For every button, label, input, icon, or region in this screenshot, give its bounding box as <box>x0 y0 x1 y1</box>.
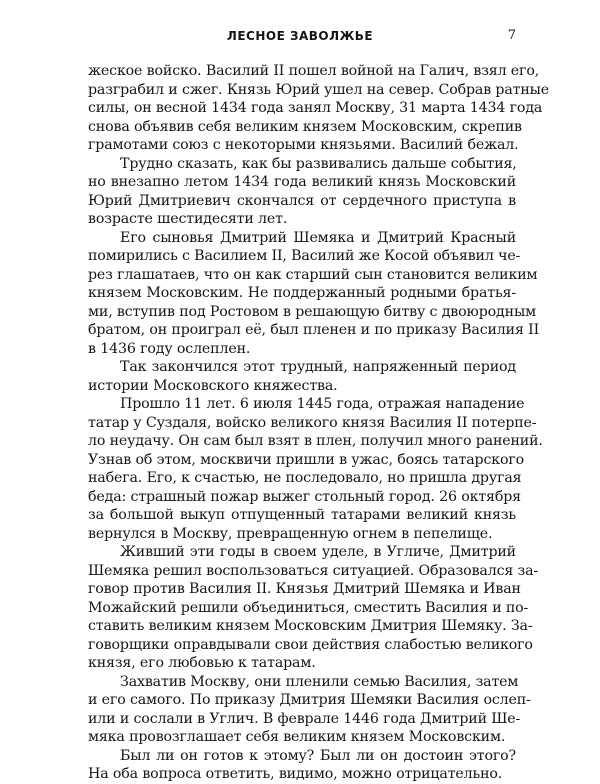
text-line: или и сослали в Углич. В феврале 1446 года Дмитрий Ше- <box>88 710 521 727</box>
text-line: говорщики оправдывали свои действия слабостью великого <box>88 636 533 653</box>
text-line: и его самого. По приказу Дмитрия Шемяки Василия ослеп- <box>88 692 531 708</box>
text-line: беда: страшный пожар выжег стольный город. 26 октября <box>88 488 521 505</box>
text-line: татар у Суздаля, войско великого князя Василия II потерпе- <box>88 414 537 431</box>
text-line: помирились с Василием II, Василий же Косой объявил че- <box>88 248 521 264</box>
text-line: грамотами союз с некоторыми князьями. Василий бежал. <box>88 137 519 153</box>
text-line: говор против Василия II. Князья Дмитрий Шемяка и Иван <box>88 581 521 597</box>
paragraph <box>88 62 550 155</box>
text-line: Живший эти годы в своем уделе, в Угличе, Дмитрий <box>120 544 516 560</box>
running-title: ЛЕСНОЕ ЗАВОЛЖЬЕ <box>226 29 374 43</box>
text-line: вернулся в Москву, превращенную огнем в пепелище. <box>88 525 493 542</box>
paragraph <box>88 155 516 229</box>
text-line: мяка провозглашает себя великим князем Московским. <box>88 729 506 745</box>
text-line: ло неудачу. Он сам был взят в плен, получил много ранений. <box>88 433 543 449</box>
text-line: жеское войско. Василий II пошел войной на Галич, взял его, <box>88 63 540 79</box>
text-line: князя, его любовью к татарам. <box>88 655 316 671</box>
text-line: возрасте шестидесяти лет. <box>88 211 288 227</box>
page-number: 7 <box>507 28 516 43</box>
body-text <box>88 62 550 784</box>
page-header <box>0 26 600 46</box>
text-line: ми, вступив под Ростовом в решающую битву с двоюродным <box>88 303 536 320</box>
text-line: ставить великим князем Московским Дмитрия Шемяку. За- <box>88 618 533 634</box>
paragraph <box>88 229 540 359</box>
text-line: истории Московского княжества. <box>88 377 338 394</box>
text-line: Его сыновья Дмитрий Шемяка и Дмитрий Красный <box>120 229 516 246</box>
text-line: Трудно сказать, как бы развивались дальше события, <box>120 155 517 172</box>
text-line: силы, он весной 1434 года занял Москву, 31 марта 1434 года <box>88 100 543 116</box>
text-line: разграбил и сжег. Князь Юрий ушел на север. Собрав ратные <box>88 81 550 98</box>
text-line: Юрий Дмитриевич скончался от сердечного приступа в <box>88 192 516 209</box>
paragraph <box>88 358 516 395</box>
text-line: Можайский решили объединиться, сместить Василия и по- <box>88 599 529 616</box>
text-line: Захватив Москву, они пленили семью Василия, затем <box>120 673 519 690</box>
text-line: братом, он проиграл её, был пленен и по приказу Василия II <box>88 322 540 338</box>
text-line: Так закончился этот трудный, напряженный период <box>120 359 516 375</box>
text-line: Прошло 11 лет. 6 июля 1445 года, отражая нападение <box>120 396 525 412</box>
text-line: в 1436 году ослеплен. <box>88 340 251 357</box>
text-line: Шемяка решил воспользоваться ситуацией. Образовался за- <box>88 562 539 579</box>
text-line: князем Московским. Не поддержанный родными братья- <box>88 285 516 301</box>
text-line: Был ли он готов к этому? Был ли он достоин этого? <box>120 747 516 764</box>
paragraph <box>88 673 531 747</box>
text-line: снова объявив себя великим князем Московским, скрепив <box>88 118 522 135</box>
paragraph <box>88 543 539 673</box>
text-line: рез глашатаев, что он как старший сын становится великим <box>88 266 538 283</box>
paragraph <box>88 395 543 543</box>
text-line: Узнав об этом, москвичи пришли в ужас, боясь татарского <box>88 451 525 468</box>
text-line: но внезапно летом 1434 года великий князь Московский <box>88 174 516 190</box>
text-line: за большой выкуп отпущенный татарами великий князь <box>88 507 516 523</box>
text-line: На оба вопроса ответить, видимо, можно отрицательно. <box>88 766 503 782</box>
text-line: набега. Его, к счастью, не последовало, но пришла другая <box>88 470 522 486</box>
paragraph <box>88 747 516 784</box>
